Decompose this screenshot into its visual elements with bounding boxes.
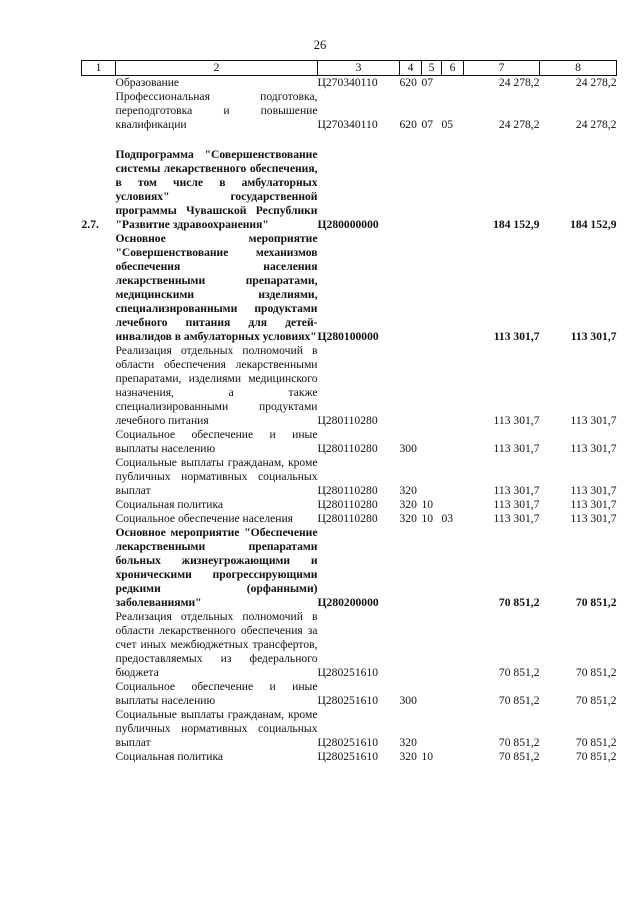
row-target-code: Ц280251610: [317, 666, 379, 679]
row-amount-col7: 113 301,7: [493, 330, 540, 343]
table-row: [82, 148, 617, 232]
row-expense-type: 620: [399, 118, 417, 131]
row-subsection: 05: [441, 118, 454, 131]
row-amount-col7: 24 278,2: [498, 76, 540, 89]
row-name: Образование: [115, 76, 180, 89]
row-target-code: Ц280100000: [317, 330, 379, 343]
table-body: [82, 76, 617, 765]
table-row: [82, 498, 617, 512]
row-number: [82, 90, 116, 132]
row-section: 07: [421, 118, 434, 131]
row-target-code: Ц280200000: [317, 596, 379, 609]
row-number: [82, 680, 116, 708]
row-amount-col7: 113 301,7: [493, 484, 540, 497]
row-expense-type: [400, 610, 422, 680]
row-name: Основное мероприятие "Совершенствование механизмов обеспечения населения лекарственными препаратами, медицинскими изделиями, специализированными продуктами лечебного питания для детей-инвалидов в амбулаторных условиях": [115, 232, 318, 343]
row-target-code: Ц280251610: [317, 694, 379, 707]
header-col-1: 1: [82, 61, 116, 76]
row-expense-type: 320: [399, 498, 417, 511]
column-number-header: [82, 61, 617, 76]
row-name: Профессиональная подготовка, переподготовка и повышение квалификации: [115, 90, 318, 131]
row-subsection: [442, 610, 464, 680]
row-amount-col8: 113 301,7: [570, 512, 617, 525]
row-number: [82, 232, 116, 344]
row-expense-type: [400, 344, 422, 428]
row-name: Социальное обеспечение и иные выплаты населению: [115, 680, 318, 707]
row-target-code: Ц280110280: [317, 442, 378, 455]
table-row: [82, 76, 617, 91]
header-col-8: 8: [540, 61, 617, 76]
row-amount-col7: 70 851,2: [498, 596, 540, 609]
row-subsection: [442, 456, 464, 498]
row-expense-type: 320: [399, 484, 417, 497]
row-section: [422, 148, 442, 232]
row-name: Социальная политика: [115, 750, 224, 763]
row-number: 2.7.: [81, 218, 99, 231]
row-amount-col8: 70 851,2: [575, 736, 617, 749]
row-number: [82, 750, 116, 764]
row-amount-col8: 24 278,2: [575, 118, 617, 131]
row-name: Социальное обеспечение и иные выплаты населению: [115, 428, 318, 455]
row-subsection: [442, 526, 464, 610]
row-subsection: [442, 148, 464, 232]
row-subsection: [442, 498, 464, 512]
row-amount-col8: 113 301,7: [570, 442, 617, 455]
row-amount-col8: 70 851,2: [575, 694, 617, 707]
row-amount-col7: 70 851,2: [498, 666, 540, 679]
row-name: Подпрограмма "Совершенствование системы лекарственного обеспечения, в том числе в амбулаторных условиях" государственной программы Чувашской Республики "Развитие здравоохранения": [115, 148, 318, 231]
table-row: [82, 428, 617, 456]
row-amount-col7: 70 851,2: [498, 736, 540, 749]
row-name: Социальные выплаты гражданам, кроме публичных нормативных социальных выплат: [115, 456, 318, 497]
row-amount-col8: 184 152,9: [570, 218, 617, 231]
table-row: [82, 526, 617, 610]
row-section: 10: [421, 498, 434, 511]
row-section: 07: [421, 76, 434, 89]
row-target-code: Ц270340110: [317, 76, 378, 89]
row-amount-col8: 113 301,7: [570, 414, 617, 427]
table-row: [82, 232, 617, 344]
row-target-code: Ц280251610: [317, 750, 379, 763]
row-name: Реализация отдельных полномочий в области обеспечения лекарственными препаратами, изделиями медицинского назначения, а также специализированными продуктами лечебного питания: [115, 344, 318, 427]
table-row: [82, 90, 617, 132]
page-number: 26: [313, 38, 327, 52]
row-section: [422, 456, 442, 498]
row-section: 10: [421, 512, 434, 525]
budget-table: [81, 60, 617, 764]
row-amount-col7: 70 851,2: [498, 694, 540, 707]
row-amount-col7: 24 278,2: [498, 118, 540, 131]
table-row: [82, 610, 617, 680]
table-row: [82, 344, 617, 428]
row-section: [422, 526, 442, 610]
row-section: [422, 680, 442, 708]
row-number: [82, 428, 116, 456]
row-subsection: 03: [441, 512, 454, 525]
row-amount-col7: 113 301,7: [493, 498, 540, 511]
row-number: [82, 456, 116, 498]
row-number: [82, 610, 116, 680]
row-expense-type: 300: [399, 442, 417, 455]
row-amount-col8: 113 301,7: [570, 484, 617, 497]
row-number: [82, 708, 116, 750]
row-amount-col7: 113 301,7: [493, 512, 540, 525]
row-expense-type: 320: [399, 736, 417, 749]
row-section: 10: [421, 750, 434, 763]
row-name: Основное мероприятие "Обеспечение лекарственными препаратами больных жизнеугрожающими и хроническими прогрессирующими редкими (орфанными) заболеваниями": [115, 526, 318, 609]
row-target-code: Ц280110280: [317, 498, 378, 511]
row-amount-col7: 113 301,7: [493, 414, 540, 427]
row-target-code: Ц280251610: [317, 736, 379, 749]
table-row: [82, 680, 617, 708]
row-subsection: [442, 344, 464, 428]
row-amount-col7: 70 851,2: [498, 750, 540, 763]
row-subsection: [442, 232, 464, 344]
row-amount-col8: 70 851,2: [575, 750, 617, 763]
row-expense-type: 320: [399, 512, 417, 525]
header-col-5: 5: [422, 61, 442, 76]
row-expense-type: 320: [399, 750, 417, 763]
spacer-row: [82, 132, 617, 148]
row-number: [82, 498, 116, 512]
header-col-7: 7: [464, 61, 540, 76]
row-expense-type: 620: [399, 76, 417, 89]
row-target-code: Ц280000000: [317, 218, 379, 231]
row-target-code: Ц280110280: [317, 414, 378, 427]
header-col-6: 6: [442, 61, 464, 76]
row-subsection: [442, 680, 464, 708]
table-row: [82, 750, 617, 764]
row-target-code: Ц280110280: [317, 512, 378, 525]
row-amount-col8: 70 851,2: [575, 666, 617, 679]
row-section: [422, 232, 442, 344]
row-subsection: [442, 750, 464, 764]
header-col-4: 4: [400, 61, 422, 76]
row-name: Социальная политика: [115, 498, 224, 511]
table-row: [82, 512, 617, 526]
row-expense-type: [400, 526, 422, 610]
row-subsection: [442, 708, 464, 750]
table-row: [82, 708, 617, 750]
row-name: Социальные выплаты гражданам, кроме публичных нормативных социальных выплат: [115, 708, 318, 749]
row-section: [422, 708, 442, 750]
header-col-2: 2: [116, 61, 318, 76]
row-target-code: Ц280110280: [317, 484, 378, 497]
row-expense-type: [400, 148, 422, 232]
row-amount-col8: 113 301,7: [570, 498, 617, 511]
row-number: [82, 526, 116, 610]
row-expense-type: [400, 232, 422, 344]
row-subsection: [442, 76, 464, 91]
row-name: Социальное обеспечение населения: [115, 512, 294, 525]
header-col-3: 3: [318, 61, 400, 76]
row-amount-col8: 24 278,2: [575, 76, 617, 89]
row-subsection: [442, 428, 464, 456]
row-amount-col8: 113 301,7: [570, 330, 617, 343]
row-number: [82, 344, 116, 428]
row-amount-col8: 70 851,2: [575, 596, 617, 609]
row-amount-col7: 113 301,7: [493, 442, 540, 455]
row-number: [82, 512, 116, 526]
table-row: [82, 456, 617, 498]
row-section: [422, 610, 442, 680]
row-amount-col7: 184 152,9: [493, 218, 540, 231]
row-number: [82, 76, 116, 91]
row-expense-type: 300: [399, 694, 417, 707]
row-name: Реализация отдельных полномочий в области лекарственного обеспечения за счет иных межбюджетных трансфертов, предоставляемых из федерального бюджета: [115, 610, 318, 679]
row-section: [422, 344, 442, 428]
row-section: [422, 428, 442, 456]
row-target-code: Ц270340110: [317, 118, 378, 131]
